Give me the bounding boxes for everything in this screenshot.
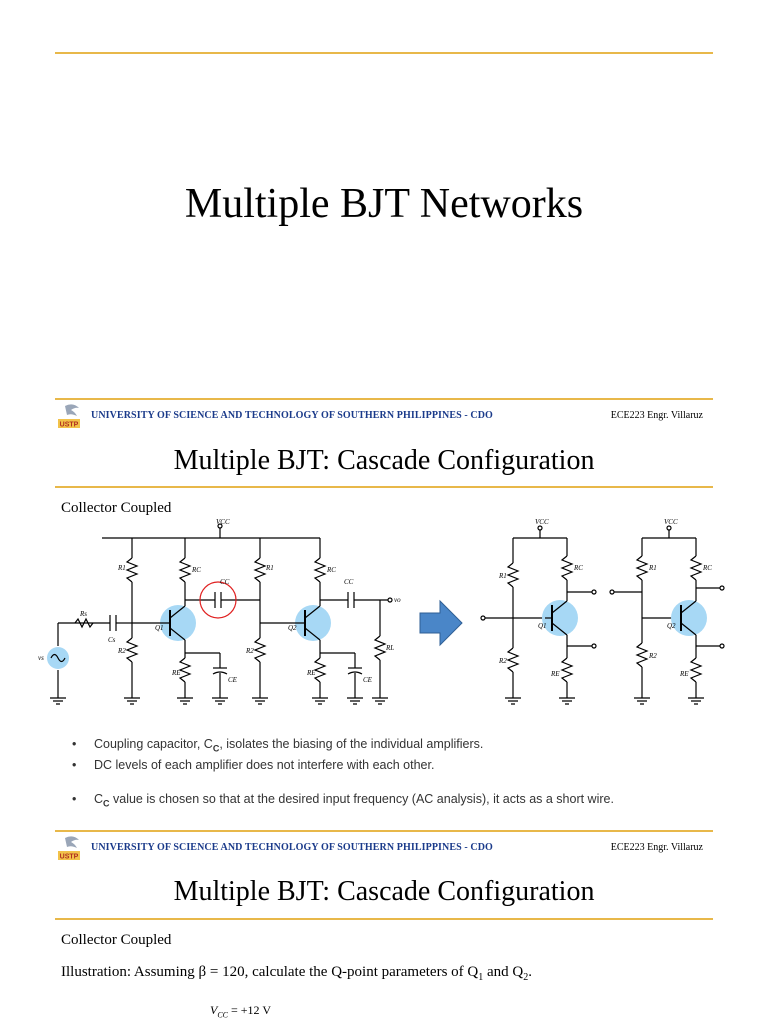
svg-text:R2: R2 — [246, 647, 254, 655]
svg-text:USTP: USTP — [59, 421, 79, 429]
slide-header — [55, 400, 713, 434]
svg-text:Cs: Cs — [108, 636, 116, 644]
vcc-supply-label: $V_{CC} = +12$ V — [210, 1003, 271, 1020]
svg-text:R2: R2 — [118, 647, 126, 655]
title-slide — [0, 0, 768, 395]
slide-title: Multiple BJT: Cascade Configuration — [173, 876, 595, 907]
course-label: ECE223 Engr. Villaruz — [610, 842, 703, 853]
title-divider — [55, 486, 713, 488]
cascade-slide — [0, 395, 768, 825]
svg-text:vs: vs — [38, 654, 44, 662]
svg-text:CE: CE — [363, 676, 372, 684]
title-divider — [55, 918, 713, 920]
svg-text:RE: RE — [680, 670, 689, 678]
svg-text:Q2: Q2 — [288, 624, 297, 632]
cascade-circuit-diagram — [30, 518, 730, 718]
slide-title: Multiple BJT Networks — [184, 181, 584, 227]
svg-text:RE: RE — [172, 669, 181, 677]
svg-text:USTP: USTP — [59, 853, 79, 861]
svg-text:CC: CC — [220, 578, 230, 586]
university-name: UNIVERSITY OF SCIENCE AND TECHNOLOGY OF SOUTHERN PHILIPPINES - CDO — [91, 410, 493, 421]
svg-text:CC: CC — [344, 578, 354, 586]
svg-text:R2: R2 — [499, 657, 507, 665]
svg-text:Q1: Q1 — [538, 622, 547, 630]
svg-text:RE: RE — [551, 670, 560, 678]
svg-text:R2: R2 — [649, 652, 657, 660]
top-divider — [55, 52, 713, 54]
svg-text:R1: R1 — [118, 564, 126, 572]
svg-text:VCC: VCC — [216, 518, 230, 526]
university-name: UNIVERSITY OF SCIENCE AND TECHNOLOGY OF SOUTHERN PHILIPPINES - CDO — [91, 842, 493, 853]
ustp-logo-icon — [55, 402, 83, 432]
svg-text:Q2: Q2 — [667, 622, 676, 630]
illustration-text: Illustration: Assuming β = 120, calculate the Q-point parameters of $Q_1$ and $Q_2$. — [61, 964, 532, 983]
svg-text:R1: R1 — [649, 564, 657, 572]
svg-text:VCC: VCC — [535, 518, 549, 526]
slide-subtitle: Collector Coupled — [61, 500, 172, 516]
bullet-item: • $C_C$ value is chosen so that at the desired input frequency (AC analysis), it acts as a short wire. — [70, 792, 750, 809]
svg-text:Rs: Rs — [80, 610, 87, 618]
svg-text:Q1: Q1 — [155, 624, 164, 632]
svg-text:CE: CE — [228, 676, 237, 684]
svg-text:RC: RC — [574, 564, 583, 572]
svg-text:RE: RE — [307, 669, 316, 677]
cascade-illustration-slide — [0, 828, 768, 1024]
slide-header — [55, 832, 713, 866]
svg-text:RC: RC — [703, 564, 712, 572]
svg-text:RC: RC — [192, 566, 201, 574]
bullet-item: • Coupling capacitor, $C_C$, isolates the biasing of the individual amplifiers. — [70, 737, 750, 754]
svg-text:R1: R1 — [266, 564, 274, 572]
course-label: ECE223 Engr. Villaruz — [610, 410, 703, 421]
bullet-item: • DC levels of each amplifier does not interfere with each other. — [70, 758, 750, 772]
svg-text:VCC: VCC — [664, 518, 678, 526]
slide-subtitle: Collector Coupled — [61, 932, 172, 948]
svg-text:vo: vo — [394, 596, 401, 604]
ustp-logo-icon — [55, 834, 83, 864]
bullet-list — [70, 737, 750, 808]
svg-text:RC: RC — [327, 566, 336, 574]
svg-text:RL: RL — [386, 644, 395, 652]
svg-text:R1: R1 — [499, 572, 507, 580]
slide-title: Multiple BJT: Cascade Configuration — [173, 445, 595, 476]
